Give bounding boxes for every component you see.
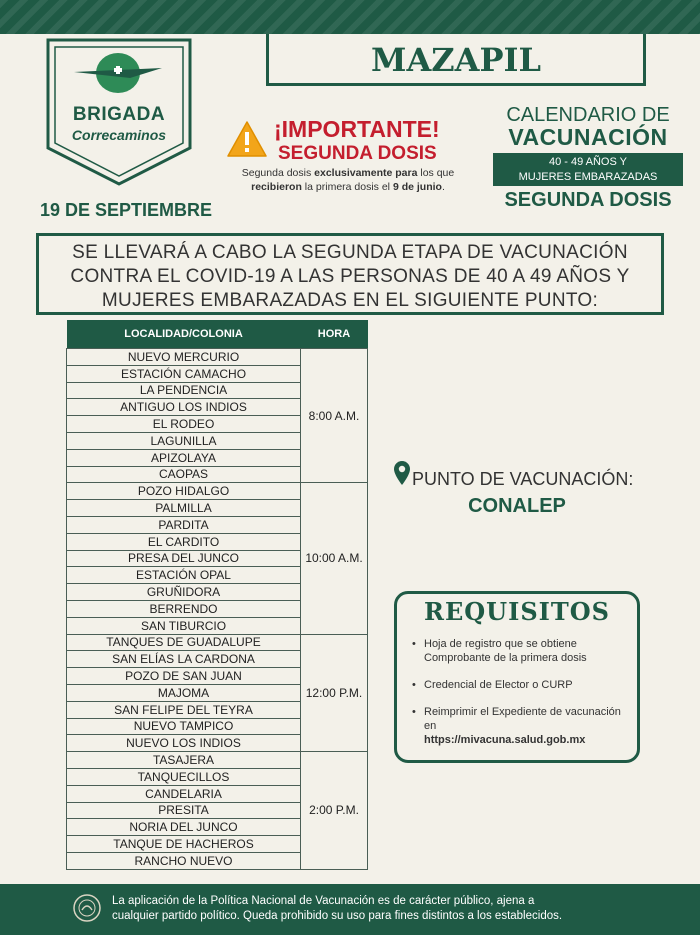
event-date: 19 DE SEPTIEMBRE [40,200,213,220]
localidad-cell: CANDELARIA [67,785,301,802]
localidad-cell: SAN ELÍAS LA CARDONA [67,651,301,668]
localidad-cell: BERRENDO [67,600,301,617]
table-row [67,349,368,366]
table-row [67,752,368,769]
localidad-cell: CAOPAS [67,466,301,483]
localidad-cell: PARDITA [67,516,301,533]
announcement-line-2: CONTRA EL COVID-19 A LAS PERSONAS DE 40 A 49 AÑOS Y [70,266,630,287]
localidad-cell: ESTACIÓN CAMACHO [67,365,301,382]
dose-label: SEGUNDA DOSIS [504,189,672,211]
correcaminos-logo-icon [70,48,166,103]
correcaminos-label: Correcaminos [71,127,167,143]
localidad-cell: PRESITA [67,802,301,819]
requirement-item: • Hoja de registro que se obtiene Comprobante de la primera dosis [412,637,636,665]
vaccine-website-link[interactable]: https://mivacuna.salud.gob.mx [424,734,586,746]
requirement-item: • Credencial de Elector o CURP [412,678,636,692]
localidad-cell: EL CARDITO [67,533,301,550]
decorative-top-band [0,0,700,34]
localidad-cell: ANTIGUO LOS INDIOS [67,399,301,416]
localidad-cell: NORIA DEL JUNCO [67,819,301,836]
hora-cell: 8:00 A.M. [301,349,368,483]
localidad-cell: POZO DE SAN JUAN [67,668,301,685]
vaccination-point-place: CONALEP [468,495,566,517]
localidad-cell: TASAJERA [67,752,301,769]
col-header-localidad: LOCALIDAD/COLONIA [67,320,301,349]
second-dose-note: Segunda dosis exclusivamente para los que recibieron la primera dosis el 9 de junio. [241,167,455,193]
localidad-cell: NUEVO TAMPICO [67,718,301,735]
age-line-1: 40 - 49 AÑOS Y [548,156,628,168]
vacunacion-label: VACUNACIÓN [508,124,668,150]
table-row [67,483,368,500]
announcement-box [36,233,664,315]
national-seal-icon [72,893,102,928]
localidad-cell: SAN FELIPE DEL TEYRA [67,701,301,718]
localidad-cell: TANQUECILLOS [67,768,301,785]
col-header-hora: HORA [301,320,368,349]
calendar-label: CALENDARIO DE [506,104,670,126]
table-row [67,634,368,651]
hora-cell: 10:00 A.M. [301,483,368,634]
requirement-item: • Reimprimir el Expediente de vacunación en https://mivacuna.salud.gob.mx [412,705,636,747]
announcement-line-1: SE LLEVARÁ A CABO LA SEGUNDA ETAPA DE VACUNACIÓN [72,242,628,263]
localidad-cell: PALMILLA [67,500,301,517]
localidad-cell: SAN TIBURCIO [67,617,301,634]
footer-line-2: cualquier partido político. Queda prohibido su uso para fines distintos a los establecidos. [112,910,563,922]
requirements-list [412,637,636,760]
vaccination-point-label: PUNTO DE VACUNACIÓN: [412,469,634,489]
warning-icon [226,120,268,163]
footer-line-1: La aplicación de la Política Nacional de Vacunación es de carácter público, ajena a [112,895,535,907]
localidad-cell: RANCHO NUEVO [67,852,301,869]
location-pin-icon [394,461,410,490]
hora-cell: 2:00 P.M. [301,752,368,870]
localidad-cell: EL RODEO [67,416,301,433]
brigada-label: BRIGADA [72,104,166,125]
localidad-cell: POZO HIDALGO [67,483,301,500]
footer-disclaimer [112,894,672,924]
age-line-2: MUJERES EMBARAZADAS [518,171,658,183]
localidad-cell: ESTACIÓN OPAL [67,567,301,584]
localidad-cell: APIZOLAYA [67,449,301,466]
localidad-cell: TANQUE DE HACHEROS [67,836,301,853]
localidad-cell: LAGUNILLA [67,432,301,449]
localidad-cell: PRESA DEL JUNCO [67,550,301,567]
hora-cell: 12:00 P.M. [301,634,368,752]
localidad-cell: TANQUES DE GUADALUPE [67,634,301,651]
schedule-table [66,320,368,870]
segunda-dosis-alert: SEGUNDA DOSIS [278,143,437,164]
important-heading: ¡IMPORTANTE! [274,116,440,142]
localidad-cell: NUEVO MERCURIO [67,349,301,366]
localidad-cell: NUEVO LOS INDIOS [67,735,301,752]
localidad-cell: GRUÑIDORA [67,584,301,601]
municipality-title: MAZAPIL [266,34,646,86]
requirements-title: REQUISITOS [424,597,610,626]
localidad-cell: MAJOMA [67,684,301,701]
announcement-line-3: MUJERES EMBARAZADAS EN EL SIGUIENTE PUNTO: [101,290,599,311]
age-group-badge [493,153,683,186]
localidad-cell: LA PENDENCIA [67,382,301,399]
